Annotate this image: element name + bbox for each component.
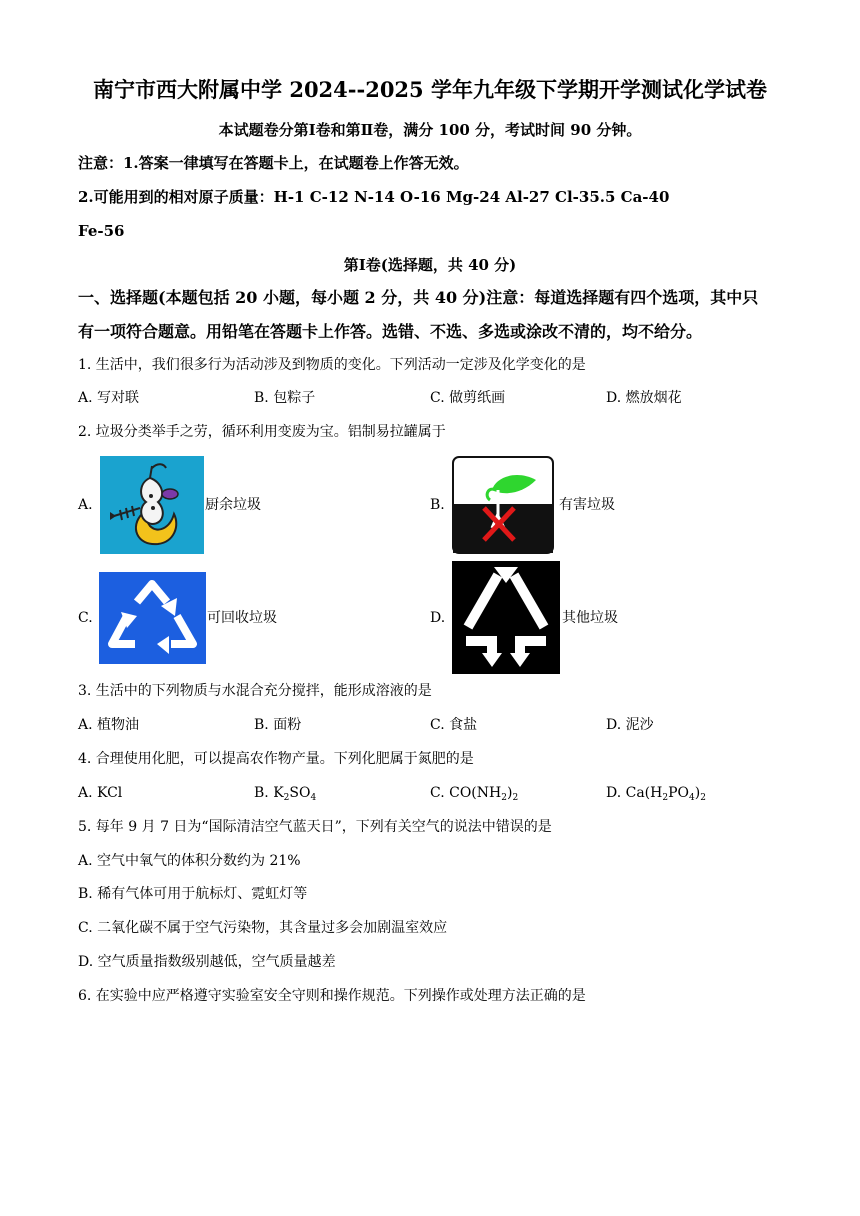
section-title: 第Ⅰ卷(选择题，共 40 分) [343, 256, 517, 274]
question-1-stem: 1. 生活中，我们很多行为活动涉及到物质的变化。下列活动一定涉及化学变化的是 [78, 357, 586, 373]
exam-title: 南宁市西大附属中学 2024--2025 学年九年级下学期开学测试化学试卷 [93, 77, 767, 102]
question-3-stem: 3. 生活中的下列物质与水混合充分搅拌，能形成溶液的是 [78, 683, 432, 699]
exam-subtitle: 本试题卷分第Ⅰ卷和第Ⅱ卷，满分 100 分，考试时间 90 分钟。 [218, 121, 642, 139]
question-1-options [78, 389, 798, 407]
question-6-stem: 6. 在实验中应严格遵守实验室安全守则和操作规范。下列操作或处理方法正确的是 [78, 988, 586, 1004]
exam-note-1: 注意：1.答案一律填写在答题卡上，在试题卷上作答无效。 [78, 154, 469, 172]
option-1b[interactable]: B. 包粽子 [254, 390, 316, 406]
option-1c[interactable]: C. 做剪纸画 [430, 390, 506, 406]
question-4-options [78, 784, 798, 802]
option-4b[interactable]: B. $K_2SO_4$ [254, 785, 317, 803]
option-5c[interactable]: C. 二氧化碳不属于空气污染物，其含量过多会加剧温室效应 [78, 920, 448, 936]
section-intro-2: 有一项符合题意。用铅笔在答题卡上作答。选错、不选、多选或涂改不清的，均不给分。 [78, 322, 703, 341]
question-4-stem: 4. 合理使用化肥，可以提高农作物产量。下列化肥属于氮肥的是 [78, 751, 474, 767]
option-2c-label: 可回收垃圾 [207, 610, 277, 626]
question-2-stem: 2. 垃圾分类举手之劳，循环利用变废为宝。铝制易拉罐属于 [78, 424, 446, 440]
option-5d[interactable]: D. 空气质量指数级别越低，空气质量越差 [78, 954, 336, 970]
hazardous-waste-icon[interactable] [452, 456, 554, 554]
section-intro-1: 一、选择题(本题包括 20 小题，每小题 2 分，共 40 分)注意：每道选择题有四个选项，其中只 [78, 288, 759, 307]
question-3-options [78, 716, 798, 734]
option-2c-letter[interactable]: C. [78, 610, 93, 626]
option-5b[interactable]: B. 稀有气体可用于航标灯、霓虹灯等 [78, 886, 308, 902]
option-1a[interactable]: A. 写对联 [78, 390, 140, 406]
exam-note-2-cont: Fe-56 [78, 222, 125, 240]
option-4c[interactable]: C. $CO(NH_2)_2$ [430, 785, 519, 803]
option-3c[interactable]: C. 食盐 [430, 717, 478, 733]
kitchen-waste-icon[interactable] [100, 456, 204, 554]
option-2d-letter[interactable]: D. [430, 610, 446, 626]
option-2a-letter[interactable]: A. [78, 497, 93, 513]
option-2b-letter[interactable]: B. [430, 497, 445, 513]
option-4a[interactable]: A. KCl [78, 785, 123, 801]
option-2a-label: 厨余垃圾 [205, 497, 261, 513]
question-5-stem: 5. 每年 9 月 7 日为“国际清洁空气蓝天日”，下列有关空气的说法中错误的是 [78, 819, 552, 835]
option-3b[interactable]: B. 面粉 [254, 717, 302, 733]
option-2d-label: 其他垃圾 [562, 610, 618, 626]
option-3a[interactable]: A. 植物油 [78, 717, 140, 733]
option-3d[interactable]: D. 泥沙 [606, 717, 654, 733]
recyclable-waste-icon[interactable] [99, 572, 206, 664]
exam-note-2: 2.可能用到的相对原子质量：H-1 C-12 N-14 O-16 Mg-24 Al-27 Cl-35.5 Ca-40 [78, 188, 670, 206]
option-2b-label: 有害垃圾 [559, 497, 615, 513]
option-4d[interactable]: D. $Ca(H_2PO_4)_2$ [606, 785, 706, 803]
option-5a[interactable]: A. 空气中氧气的体积分数约为 21% [78, 853, 301, 869]
option-1d[interactable]: D. 燃放烟花 [606, 390, 682, 406]
other-waste-icon[interactable] [452, 561, 560, 674]
